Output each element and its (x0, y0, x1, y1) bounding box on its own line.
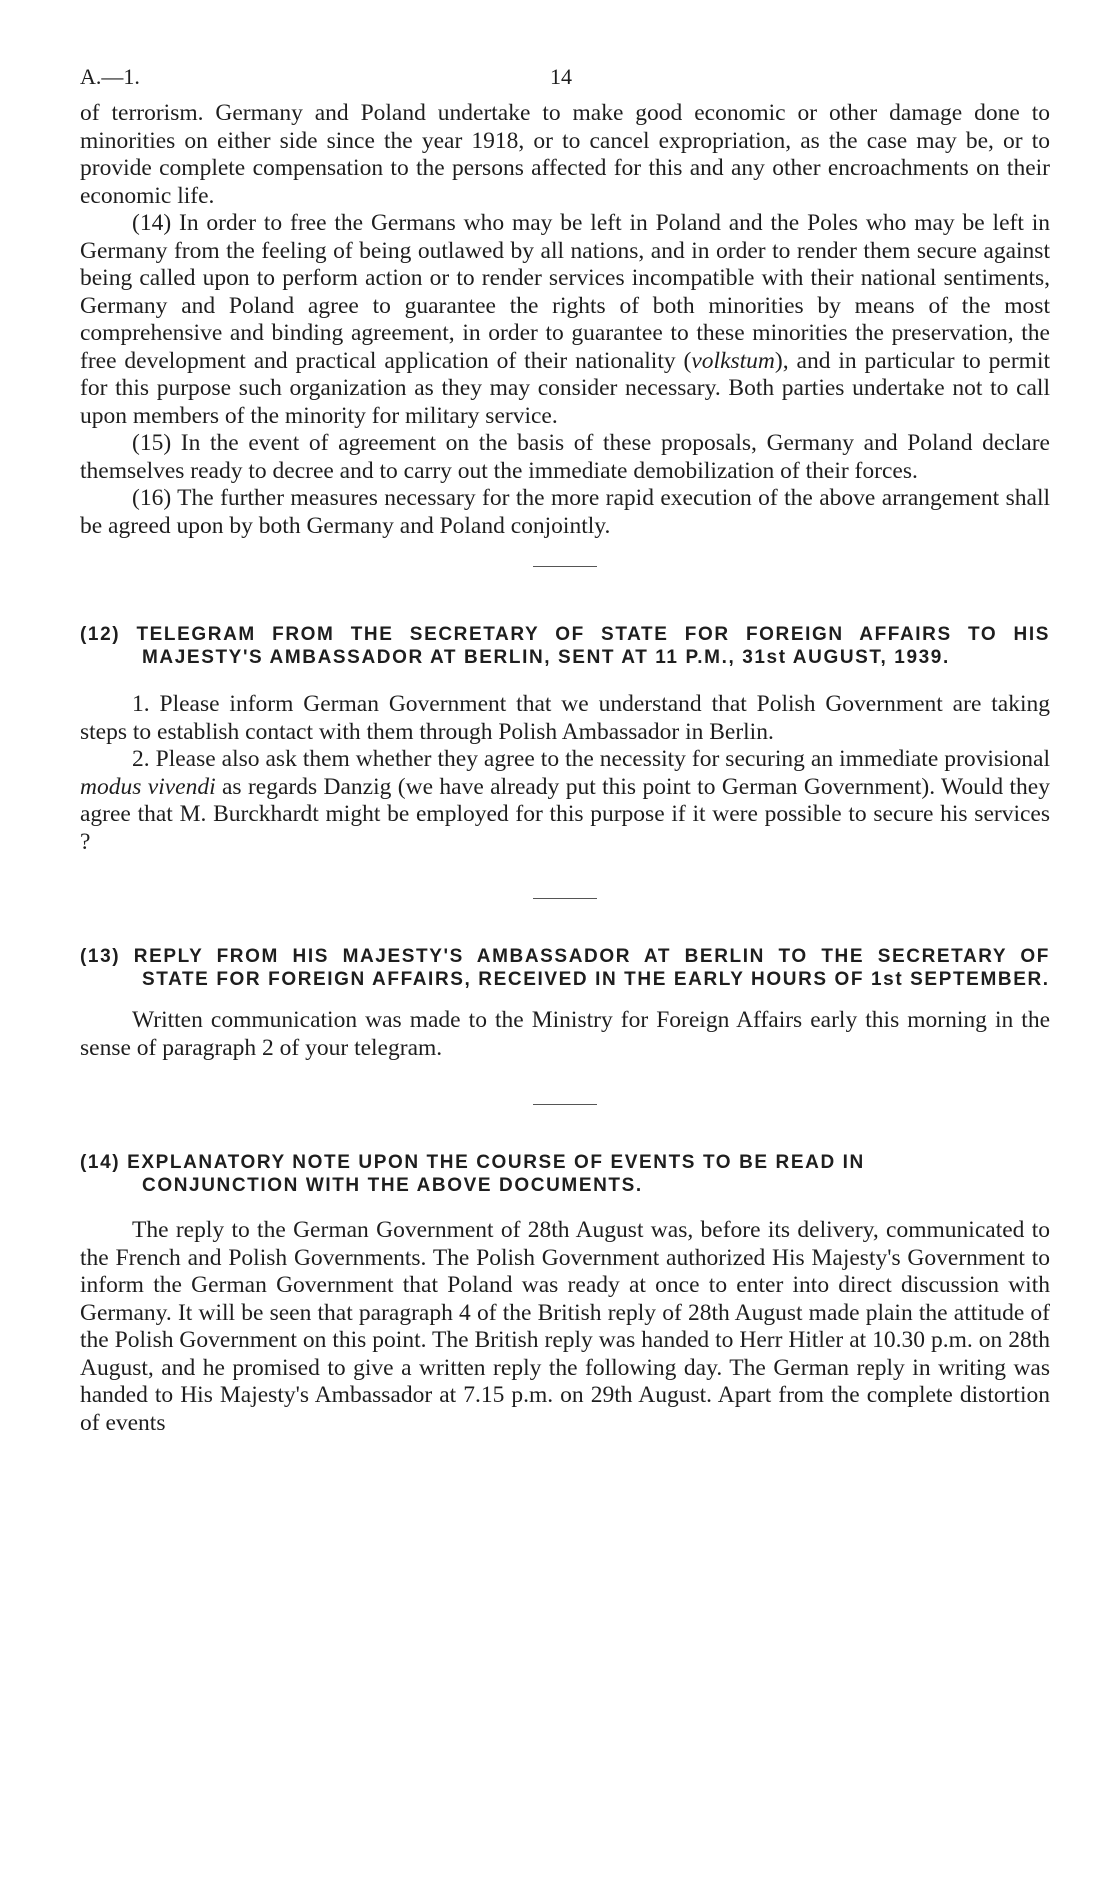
document-page (80, 64, 1050, 1437)
paragraph-15: (15) In the event of agreement on the basis of these proposals, Germany and Poland declare themselves ready to decree and to carry out the immediate demobilization of their forces. (80, 430, 1050, 484)
section-12-heading: (12) TELEGRAM FROM THE SECRETARY OF STATE FOR FOREIGN AFFAIRS TO HIS MAJESTY'S AMBASSADOR AT BERLIN, SENT AT 11 P.M., 31st AUGUST, 1939. (80, 624, 1050, 668)
paragraph-14 (80, 210, 1050, 430)
section-12-paragraph-2-text-a: 2. Please also ask them whether they agree to the necessity for securing an immediate provisional (132, 746, 1050, 772)
section-12-paragraph-2 (80, 746, 1050, 856)
section-12-paragraph-2-text-b: as regards Danzig (we have already put this point to German Government). Would they agree that M. Burckhardt might be employed for this purpose if it were possible to secure his services ? (80, 773, 1050, 855)
paragraph-14-text-b: ), and in particular to permit for this purpose such organization as they may consider necessary. Both parties undertake not to call upon members of the minority for military service. (80, 347, 1051, 429)
paragraph-14-text-a: (14) In order to free the Germans who may be left in Poland and the Poles who may be left in Germany from the feeling of being outlawed by all nations, and in order to render them secure against being called upon to perform action or to render services incompatible with their national sentiments, Germany and Poland agree to guarantee the rights of both minorities by means of the most comprehensive and binding agreement, in order to guarantee to these minorities the preservation, the free development and practical application of their nationality ( (80, 210, 1050, 374)
paragraph-14-italic: volkstum (691, 347, 775, 374)
section-14-heading-line-2: CONJUNCTION WITH THE ABOVE DOCUMENTS. (142, 1175, 643, 1196)
section-divider (533, 1104, 597, 1105)
section-divider (533, 898, 597, 899)
page-header (80, 64, 1050, 100)
section-14-paragraph: The reply to the German Government of 28th August was, before its delivery, communicated to the French and Polish Governments. The Polish Government authorized His Majesty's Government to inform the German Government that Poland was ready at once to enter into direct discussion with Germany. It will be seen that paragraph 4 of the British reply of 28th August made plain the attitude of the Polish Government on this point. The British reply was handed to Herr Hitler at 10.30 p.m. on 28th August, and he promised to give a written reply the following day. The German reply in writing was handed to His Majesty's Ambassador at 7.15 p.m. on 29th August. Apart from the complete distortion of events (80, 1217, 1050, 1436)
document-reference: A.—1. (80, 64, 140, 89)
section-13-paragraph: Written communication was made to the Ministry for Foreign Affairs early this morning in the sense of paragraph 2 of your telegram. (80, 1007, 1050, 1061)
section-14-heading (80, 1151, 1050, 1197)
paragraph-terrorism: of terrorism. Germany and Poland undertake to make good economic or other damage done to minorities on either side since the year 1918, or to cancel expropriation, as the case may be, or to provide complete compensation to the persons affected for this and any other encroachments on their economic life. (80, 100, 1050, 209)
section-12-paragraph-2-italic: modus vivendi (80, 773, 216, 800)
section-13-heading: (13) REPLY FROM HIS MAJESTY'S AMBASSADOR AT BERLIN TO THE SECRETARY OF STATE FOR FOREIGN AFFAIRS, RECEIVED IN THE EARLY HOURS OF 1st SEPTEMBER. (80, 946, 1050, 990)
section-12-paragraph-1: 1. Please inform German Government that we understand that Polish Government are taking steps to establish contact with them through Polish Ambassador in Berlin. (80, 691, 1050, 745)
page-number: 14 (550, 64, 572, 89)
paragraph-16: (16) The further measures necessary for the more rapid execution of the above arrangement shall be agreed upon by both Germany and Poland conjointly. (80, 485, 1050, 539)
section-divider (533, 566, 597, 567)
section-14-heading-line-1: (14) EXPLANATORY NOTE UPON THE COURSE OF EVENTS TO BE READ IN (80, 1152, 865, 1173)
